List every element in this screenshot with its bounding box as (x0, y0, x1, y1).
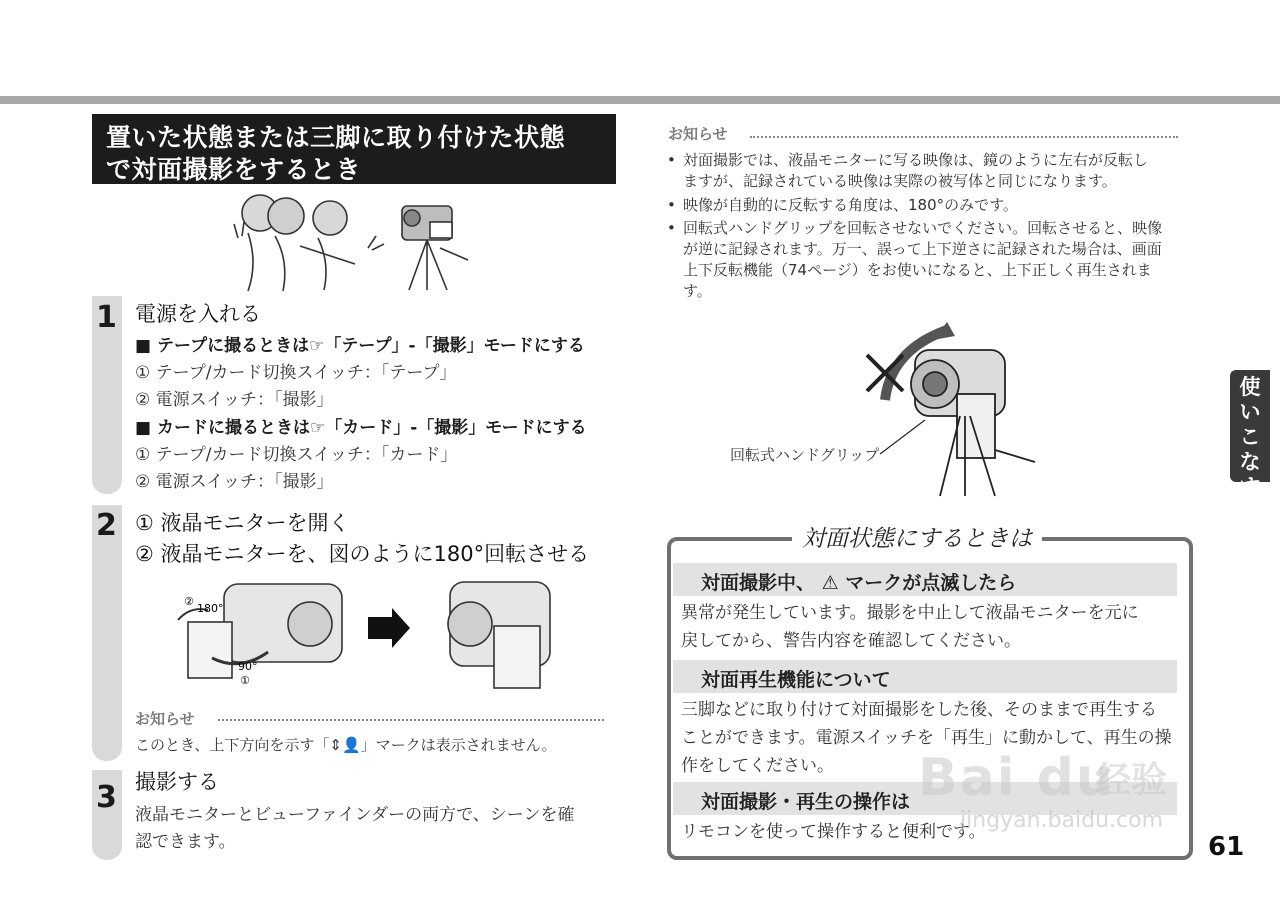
chapter-side-tab (1230, 370, 1270, 499)
frame-heading-text: 対面撮影・再生の操作は (701, 791, 911, 813)
fig-label-c: 90° (238, 660, 258, 673)
step-1-item: ■ カードに撮るときは☞「カード」-「撮影」モードにする (135, 418, 587, 438)
step-2-heading-2: ② 液晶モニターを、図のように180°回転させる (135, 542, 590, 566)
camera-tripod-illustration (855, 320, 1055, 500)
notes-label: お知らせ (668, 125, 728, 143)
page-number: 61 (1208, 832, 1245, 862)
bullet-line: 上下反転機能（74ページ）をお使いになると、上下正しく再生されま (683, 261, 1152, 279)
step-1-item: ① テープ/カード切換スイッチ：「カード」 (135, 445, 458, 465)
frame-heading-text: 対面撮影中、 ⚠ マークが点滅したら (701, 572, 1017, 594)
section-title (92, 114, 616, 184)
bullet-line: す。 (683, 282, 712, 300)
step-3-number: 3 (96, 780, 117, 815)
step-1-item: ② 電源スイッチ：「撮影」 (135, 390, 334, 410)
frame-section-heading (673, 660, 1177, 693)
monitor-rotation-diagram (172, 572, 562, 712)
title-line-2: で対面撮影をするとき (106, 155, 362, 184)
frame-line: 戻してから、警告内容を確認してください。 (681, 631, 1021, 651)
step-1-number: 1 (96, 300, 117, 335)
step-2-number: 2 (96, 508, 117, 543)
frame-line: 三脚などに取り付けて対面撮影をした後、そのままで再生する (681, 700, 1157, 720)
bullet-line: ますが、記録されている映像は実際の被写体と同じになります。 (683, 172, 1117, 190)
step-2-note-text: このとき、上下方向を示す「⇕👤」マークは表示されません。 (135, 736, 557, 754)
dotted-rule (218, 719, 604, 721)
frame-section-body (681, 599, 1181, 655)
top-rule (0, 96, 1280, 104)
bullet-line: 映像が自動的に反転する角度は、180°のみです。 (683, 196, 1018, 214)
grip-label: 回転式ハンドグリップ (730, 446, 880, 464)
step-1-item: ② 電源スイッチ：「撮影」 (135, 472, 334, 492)
face-to-face-illustration (230, 188, 475, 293)
frame-line: 作をしてください。 (681, 756, 834, 776)
watermark-logo: Bai du (918, 748, 1115, 808)
frame-section-heading (673, 563, 1177, 596)
watermark-logo-sub: 经验 (1095, 760, 1168, 801)
frame-line: ことができます。電源スイッチを「再生」に動かして、再生の操 (681, 728, 1172, 748)
bullet-line: が逆に記録されます。万一、誤って上下逆さに記録された場合は、画面 (683, 240, 1162, 258)
note-bullet: • 映像が自動的に反転する角度は、180°のみです。 (667, 196, 1018, 214)
bullet-line: 回転式ハンドグリップを回転させないでください。回転させると、映像 (683, 219, 1163, 237)
fig-label-b: 180° (197, 602, 224, 615)
note-bullet: • 回転式ハンドグリップを回転させないでください。回転させると、映像 が逆に記録されます。万一、誤って上下逆さに記録された場合は、画面 上下反転機能（74ページ）をお使いになると、上下正しく再生されま す。 (667, 219, 1163, 300)
step-2-note-label: お知らせ (135, 710, 195, 728)
frame-line: 異常が発生しています。撮影を中止して液晶モニターを元に (681, 603, 1139, 623)
frame-heading-text: 対面再生機能について (701, 669, 891, 691)
side-tab-label: 使いこなす (1239, 375, 1261, 499)
step-1-item: ■ テープに撮るときは☞「テープ」-「撮影」モードにする (135, 336, 585, 356)
watermark-url: jingyan.baidu.com (960, 808, 1164, 833)
note-bullet: • 対面撮影では、液晶モニターに写る映像は、鏡のように左右が反転し ますが、記録されている映像は実際の被写体と同じになります。 (667, 151, 1149, 190)
step-2-bar (92, 505, 122, 761)
bullet-line: 対面撮影では、液晶モニターに写る映像は、鏡のように左右が反転し (683, 151, 1149, 169)
fig-label-a: ② (184, 595, 194, 608)
step-2-heading-1: ① 液晶モニターを開く (135, 511, 350, 535)
step-3-body: 認できます。 (135, 832, 236, 852)
step-1-item: ① テープ/カード切換スイッチ：「テープ」 (135, 363, 457, 383)
title-line-1: 置いた状態または三脚に取り付けた状態 (106, 123, 566, 152)
fig-label-d: ① (240, 674, 250, 687)
step-1-heading: 電源を入れる (135, 302, 261, 326)
frame-line: リモコンを使って操作すると便利です。 (681, 822, 986, 842)
notes-dotted-rule (750, 136, 1178, 138)
frame-title: 対面状態にするときは (792, 520, 1042, 553)
step-3-heading: 撮影する (135, 770, 219, 794)
step-3-body: 液晶モニターとビューファインダーの両方で、シーンを確 (135, 805, 575, 825)
